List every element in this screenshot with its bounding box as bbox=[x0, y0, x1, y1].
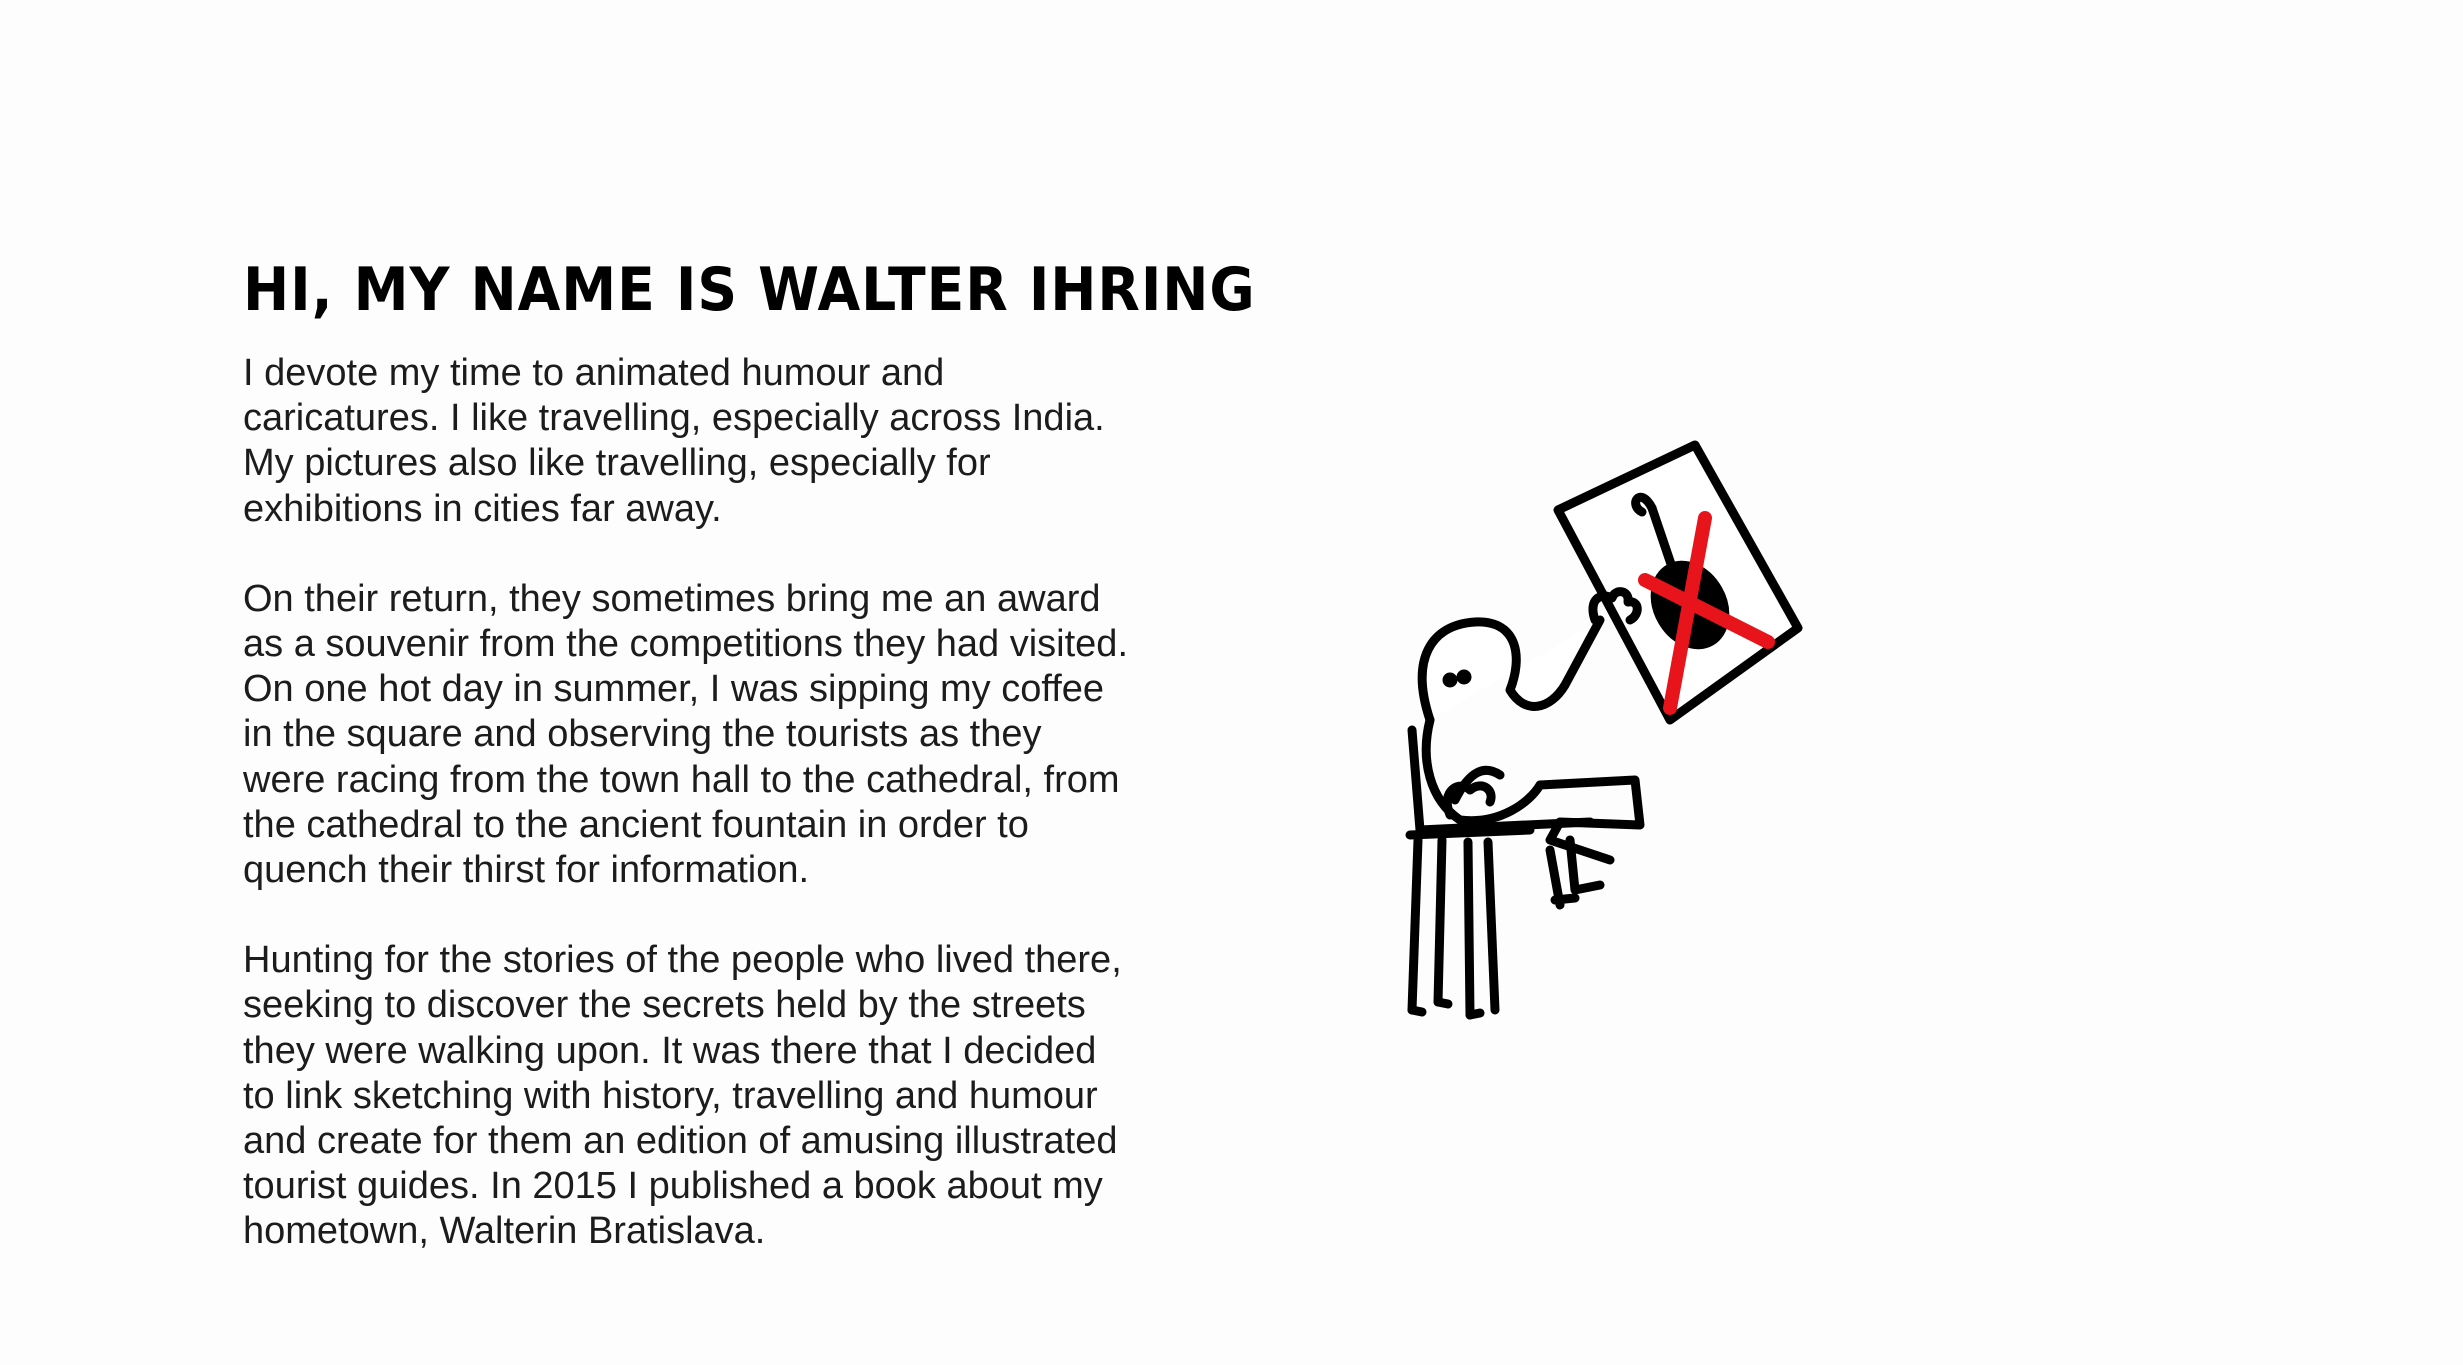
intro-paragraph-3: Hunting for the stories of the people who lived there, seeking to discover the secrets held by the streets they were walking upon. It was there that I decided to link sketching with history, travelling and humour and create for them an edition of amusing illustrated tourist guides. In 2015 I published a book about my hometown, Walterin Bratislava. bbox=[243, 939, 1122, 1253]
intro-paragraph-2: On their return, they sometimes bring me an award as a souvenir from the competitions they had visited. On one hot day in summer, I was sipping my coffee in the square and observing the tourists as they were racing from the town hall to the cathedral, from the cathedral to the ancient fountain in order to quench their thirst for information. bbox=[243, 577, 1129, 892]
intro-paragraph-1: I devote my time to animated humour and caricatures. I like travelling, especially across India. My pictures also like travelling, especially for exhibitions in cities far away. bbox=[243, 352, 1105, 530]
cartoon-illustration bbox=[1390, 430, 1830, 1030]
page-title: HI, MY NAME IS WALTER IHRING bbox=[243, 255, 1256, 325]
about-section bbox=[243, 255, 1256, 1255]
cartoon-character-holding-crossed-out-violin-sign-icon bbox=[1390, 430, 1830, 1030]
